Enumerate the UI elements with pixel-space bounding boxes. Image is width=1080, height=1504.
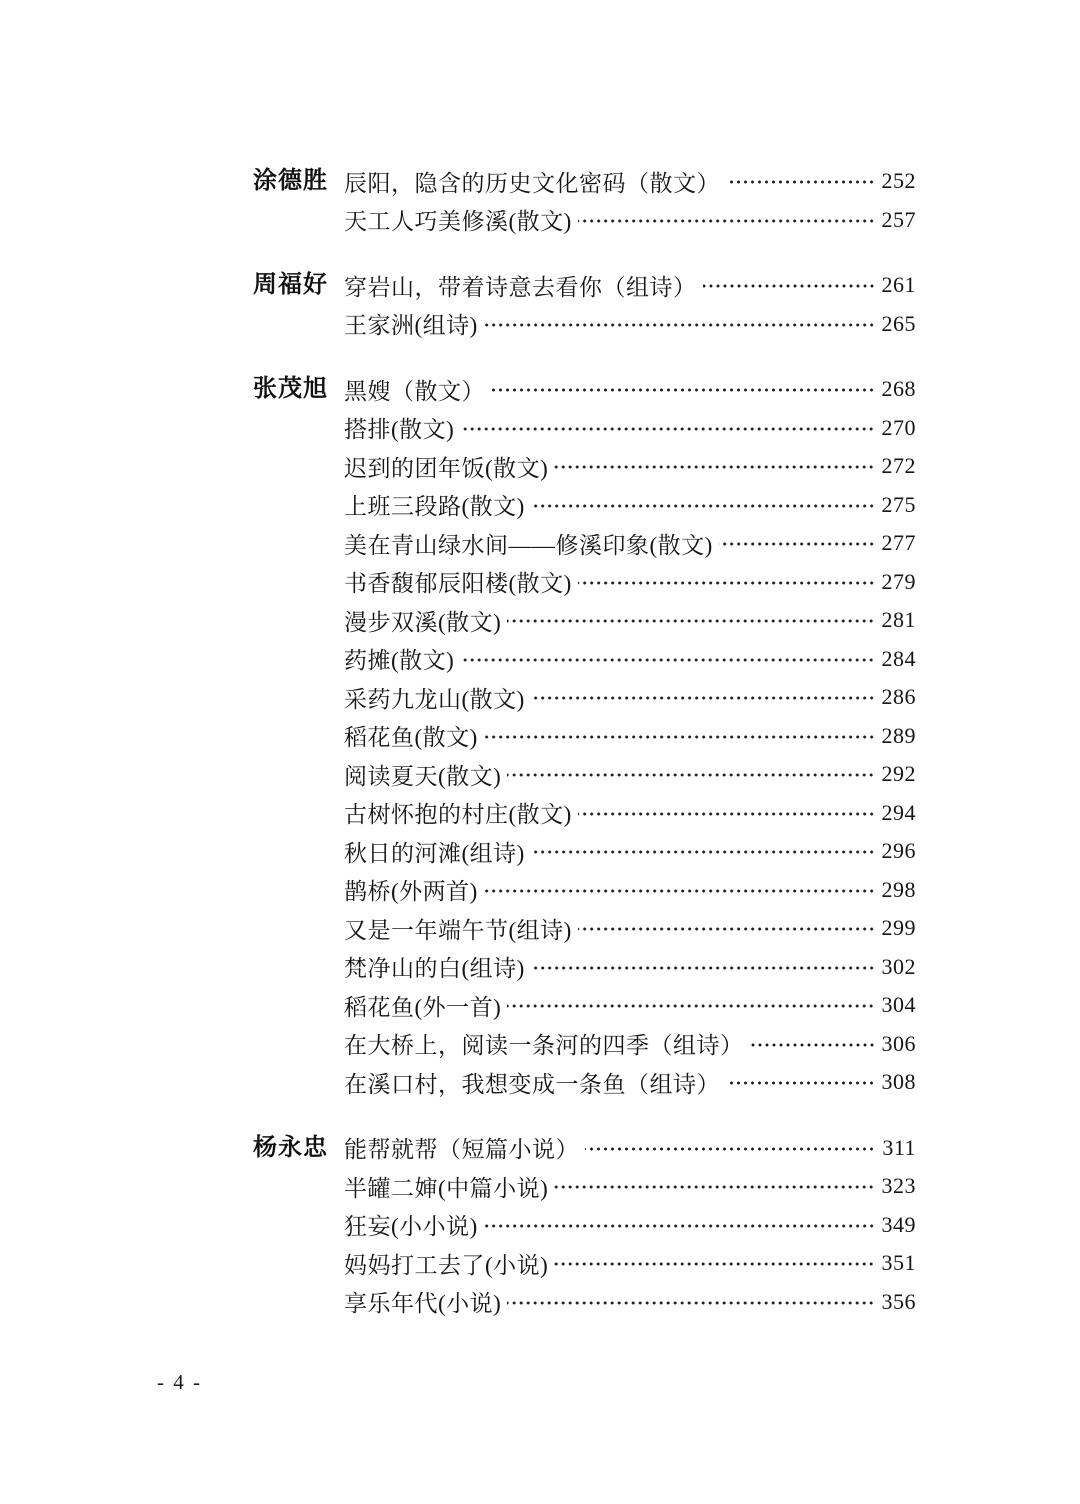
entry-title: 在大桥上，阅读一条河的四季（组诗） (344, 1033, 744, 1059)
dot-leader (507, 1300, 875, 1306)
dot-leader (531, 849, 875, 855)
entry-title: 书香馥郁辰阳楼(散文) (344, 571, 572, 597)
dot-leader (507, 772, 875, 778)
dot-leader (554, 1184, 875, 1190)
entry-title: 古树怀抱的村庄(散文) (344, 802, 572, 828)
entry-title: 能帮就帮（短篇小说） (344, 1137, 579, 1163)
toc-section (253, 370, 916, 1102)
entry-page-number: 272 (881, 453, 916, 479)
toc-entry (344, 794, 916, 833)
entry-page-number: 351 (881, 1250, 916, 1276)
entry-page-number: 268 (881, 376, 916, 402)
entry-title: 在溪口村，我想变成一条鱼（组诗） (344, 1071, 720, 1097)
entry-page-number: 261 (881, 272, 916, 298)
toc-entry (344, 162, 916, 201)
toc-entry (344, 1063, 916, 1102)
entry-page-number: 298 (881, 876, 916, 902)
author-name: 张茂旭 (253, 376, 328, 402)
dot-leader (491, 387, 875, 393)
entry-title: 搭排(散文) (344, 417, 455, 443)
entry-title: 秋日的河滩(组诗) (344, 840, 525, 866)
entry-title: 又是一年端午节(组诗) (344, 917, 572, 943)
entry-title: 稻花鱼(外一首) (344, 994, 502, 1020)
dot-leader (531, 965, 875, 971)
entry-page-number: 277 (881, 530, 916, 556)
dot-leader (554, 464, 875, 470)
entry-title: 药摊(散文) (344, 648, 455, 674)
entry-page-number: 356 (881, 1288, 916, 1314)
entry-page-number: 286 (881, 684, 916, 710)
toc-entry (344, 832, 916, 871)
section-entries (344, 1129, 916, 1322)
section-entries (344, 162, 916, 239)
entry-title: 采药九龙山(散文) (344, 686, 525, 712)
entry-title: 梵净山的白(组诗) (344, 956, 525, 982)
toc-entry (344, 409, 916, 448)
toc-entry (344, 1283, 916, 1322)
author-name: 周福好 (253, 272, 328, 298)
entry-page-number: 294 (881, 799, 916, 825)
entry-title: 美在青山绿水间——修溪印象(散文) (344, 532, 713, 558)
toc-entry (344, 948, 916, 987)
toc-section (253, 266, 916, 343)
entry-page-number: 323 (881, 1173, 916, 1199)
dot-leader (507, 1003, 875, 1009)
dot-leader (578, 580, 875, 586)
toc-entry (344, 266, 916, 305)
entry-page-number: 265 (881, 310, 916, 336)
entry-page-number: 292 (881, 761, 916, 787)
dot-leader (460, 657, 875, 663)
entry-page-number: 296 (881, 838, 916, 864)
toc-entry (344, 909, 916, 948)
dot-leader (719, 541, 875, 547)
entry-page-number: 304 (881, 992, 916, 1018)
entry-page-number: 308 (881, 1069, 916, 1095)
dot-leader (484, 1223, 875, 1229)
author-name: 杨永忠 (253, 1134, 328, 1161)
entry-page-number: 349 (881, 1211, 916, 1237)
dot-leader (750, 1042, 876, 1048)
toc-entry (344, 486, 916, 525)
dot-leader (484, 888, 875, 894)
dot-leader (578, 926, 875, 932)
dot-leader (578, 218, 875, 224)
toc-entry (344, 1167, 916, 1206)
entry-page-number: 302 (881, 953, 916, 979)
toc-entry (344, 1129, 916, 1168)
entry-title: 上班三段路(散文) (344, 494, 525, 520)
toc-entry (344, 678, 916, 717)
folio-page-number: - 4 - (157, 1370, 202, 1394)
dot-leader (484, 734, 875, 740)
entry-page-number: 306 (881, 1030, 916, 1056)
entry-page-number: 270 (881, 414, 916, 440)
toc-entry (344, 601, 916, 640)
entry-page-number: 311 (882, 1134, 916, 1160)
toc-entry (344, 305, 916, 344)
dot-leader (531, 695, 875, 701)
entry-title: 迟到的团年饭(散文) (344, 455, 549, 481)
dot-leader (554, 1261, 875, 1267)
toc-entry (344, 563, 916, 602)
entry-title: 王家洲(组诗) (344, 313, 478, 339)
entry-page-number: 289 (881, 722, 916, 748)
entry-title: 半罐二婶(中篇小说) (344, 1175, 549, 1201)
entry-page-number: 257 (881, 206, 916, 232)
toc-entry (344, 755, 916, 794)
entry-title: 穿岩山，带着诗意去看你（组诗） (344, 274, 697, 300)
toc-entry (344, 986, 916, 1025)
dot-leader (726, 1080, 875, 1086)
dot-leader (507, 618, 875, 624)
toc-entry (344, 1025, 916, 1064)
entry-title: 鹊桥(外两首) (344, 879, 478, 905)
entry-title: 阅读夏天(散文) (344, 763, 502, 789)
entry-title: 狂妄(小小说) (344, 1214, 478, 1240)
toc-section (253, 162, 916, 239)
dot-leader (703, 283, 876, 289)
toc-entry (344, 447, 916, 486)
entry-page-number: 252 (881, 168, 916, 194)
entry-page-number: 279 (881, 568, 916, 594)
entry-title: 黑嫂（散文） (344, 378, 485, 404)
entry-title: 天工人巧美修溪(散文) (344, 209, 572, 235)
toc-entry (344, 370, 916, 409)
toc-entry (344, 717, 916, 756)
toc-entry (344, 640, 916, 679)
section-entries (344, 370, 916, 1102)
entry-title: 稻花鱼(散文) (344, 725, 478, 751)
entry-title: 妈妈打工去了(小说) (344, 1252, 549, 1278)
page-footer (157, 1370, 202, 1395)
dot-leader (726, 179, 875, 185)
entry-page-number: 275 (881, 491, 916, 517)
dot-leader (585, 1146, 875, 1152)
entry-page-number: 284 (881, 645, 916, 671)
author-name: 涂德胜 (253, 168, 328, 194)
section-entries (344, 266, 916, 343)
toc (253, 162, 916, 1348)
dot-leader (460, 426, 875, 432)
entry-page-number: 281 (881, 607, 916, 633)
toc-entry (344, 871, 916, 910)
dot-leader (531, 503, 875, 509)
entry-page-number: 299 (881, 915, 916, 941)
toc-entry (344, 1244, 916, 1283)
dot-leader (484, 322, 875, 328)
toc-section (253, 1129, 916, 1322)
entry-title: 辰阳，隐含的历史文化密码（散文） (344, 170, 720, 196)
entry-title: 漫步双溪(散文) (344, 609, 502, 635)
toc-entry (344, 201, 916, 240)
dot-leader (578, 811, 875, 817)
entry-title: 享乐年代(小说) (344, 1291, 502, 1317)
toc-entry (344, 524, 916, 563)
toc-entry (344, 1206, 916, 1245)
